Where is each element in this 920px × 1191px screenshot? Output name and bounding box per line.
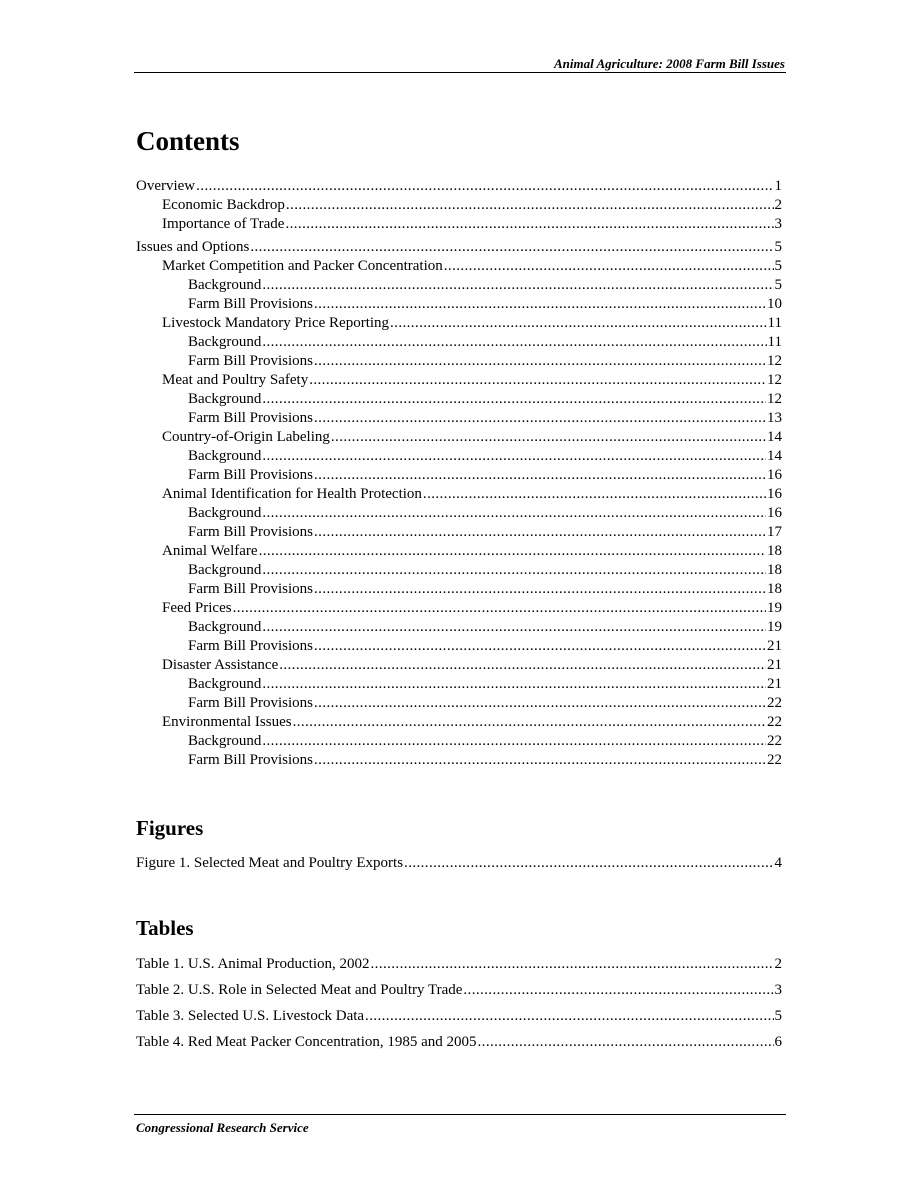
- contents-list: [136, 177, 782, 770]
- toc-entry-page: 22: [767, 695, 782, 711]
- toc-entry-page: 10: [767, 296, 782, 312]
- table-entry[interactable]: [136, 1033, 782, 1052]
- dot-leader: [478, 1033, 774, 1052]
- toc-entry-label: Background: [188, 391, 262, 407]
- toc-entry-label: Table 2. U.S. Role in Selected Meat and Poultry Trade: [136, 982, 463, 998]
- toc-entry[interactable]: [136, 504, 782, 523]
- dot-leader: [286, 196, 774, 215]
- toc-entry-label: Issues and Options: [136, 239, 250, 255]
- toc-entry-page: 2: [774, 197, 782, 213]
- toc-entry[interactable]: [136, 618, 782, 637]
- toc-entry-page: 4: [774, 855, 782, 871]
- toc-entry-page: 6: [774, 1034, 782, 1050]
- toc-entry-page: 21: [767, 676, 782, 692]
- toc-entry[interactable]: [136, 177, 782, 196]
- toc-entry-page: 5: [774, 239, 782, 255]
- dot-leader: [259, 542, 766, 561]
- toc-entry[interactable]: [136, 561, 782, 580]
- toc-entry[interactable]: [136, 542, 782, 561]
- toc-entry-page: 16: [767, 505, 782, 521]
- toc-entry-label: Animal Identification for Health Protection: [162, 486, 422, 502]
- dot-leader: [463, 981, 773, 1000]
- toc-entry-label: Figure 1. Selected Meat and Poultry Exports: [136, 855, 404, 871]
- toc-entry[interactable]: [136, 447, 782, 466]
- toc-entry-label: Environmental Issues: [162, 714, 292, 730]
- toc-entry-label: Feed Prices: [162, 600, 232, 616]
- toc-entry-label: Farm Bill Provisions: [188, 353, 314, 369]
- toc-entry-page: 5: [774, 277, 782, 293]
- toc-entry-label: Importance of Trade: [162, 216, 285, 232]
- toc-entry-label: Background: [188, 733, 262, 749]
- toc-entry[interactable]: [136, 656, 782, 675]
- toc-entry-page: 12: [767, 391, 782, 407]
- toc-entry-label: Background: [188, 334, 262, 350]
- dot-leader: [309, 371, 766, 390]
- toc-entry-page: 21: [767, 638, 782, 654]
- dot-leader: [285, 215, 773, 234]
- toc-entry-label: Table 3. Selected U.S. Livestock Data: [136, 1008, 365, 1024]
- toc-entry-page: 18: [767, 543, 782, 559]
- toc-entry[interactable]: [136, 314, 782, 333]
- toc-entry-page: 14: [767, 429, 782, 445]
- dot-leader: [444, 257, 774, 276]
- toc-entry-label: Overview: [136, 178, 196, 194]
- dot-leader: [314, 295, 766, 314]
- running-header: Animal Agriculture: 2008 Farm Bill Issues: [553, 56, 785, 71]
- figure-entry[interactable]: [136, 854, 782, 873]
- toc-entry-page: 18: [767, 581, 782, 597]
- toc-entry-label: Farm Bill Provisions: [188, 410, 314, 426]
- toc-entry-label: Background: [188, 277, 262, 293]
- toc-entry[interactable]: [136, 694, 782, 713]
- dot-leader: [365, 1007, 773, 1026]
- tables-list: [136, 955, 782, 1059]
- toc-entry[interactable]: [136, 485, 782, 504]
- toc-entry-label: Animal Welfare: [162, 543, 258, 559]
- toc-entry-label: Market Competition and Packer Concentration: [162, 258, 443, 274]
- dot-leader: [262, 561, 766, 580]
- toc-entry-label: Farm Bill Provisions: [188, 752, 314, 768]
- toc-entry-page: 3: [774, 216, 782, 232]
- dot-leader: [390, 314, 767, 333]
- dot-leader: [331, 428, 766, 447]
- toc-entry-label: Farm Bill Provisions: [188, 695, 314, 711]
- toc-entry-label: Background: [188, 619, 262, 635]
- toc-entry-page: 14: [767, 448, 782, 464]
- dot-leader: [314, 523, 766, 542]
- toc-entry-page: 13: [767, 410, 782, 426]
- running-footer: Congressional Research Service: [136, 1120, 309, 1135]
- toc-entry-page: 1: [774, 178, 782, 194]
- dot-leader: [262, 333, 766, 352]
- toc-entry-page: 11: [767, 334, 782, 350]
- toc-entry[interactable]: [136, 409, 782, 428]
- toc-entry[interactable]: [136, 428, 782, 447]
- table-entry[interactable]: [136, 1007, 782, 1026]
- toc-entry[interactable]: [136, 599, 782, 618]
- toc-entry-label: Farm Bill Provisions: [188, 638, 314, 654]
- toc-entry-page: 22: [767, 714, 782, 730]
- toc-entry-label: Meat and Poultry Safety: [162, 372, 309, 388]
- figures-heading: Figures: [136, 816, 204, 840]
- dot-leader: [262, 276, 773, 295]
- tables-heading: Tables: [136, 916, 194, 940]
- header-rule: [134, 72, 786, 73]
- toc-entry-label: Farm Bill Provisions: [188, 467, 314, 483]
- dot-leader: [262, 675, 766, 694]
- toc-entry[interactable]: [136, 215, 782, 234]
- dot-leader: [314, 751, 766, 770]
- footer-rule: [134, 1114, 786, 1115]
- dot-leader: [314, 580, 766, 599]
- toc-entry-page: 11: [767, 315, 782, 331]
- dot-leader: [233, 599, 766, 618]
- dot-leader: [262, 504, 766, 523]
- dot-leader: [404, 854, 773, 873]
- dot-leader: [262, 447, 766, 466]
- toc-entry[interactable]: [136, 196, 782, 215]
- toc-entry-label: Background: [188, 676, 262, 692]
- dot-leader: [314, 466, 766, 485]
- toc-entry[interactable]: [136, 523, 782, 542]
- toc-entry[interactable]: [136, 276, 782, 295]
- toc-entry-label: Farm Bill Provisions: [188, 581, 314, 597]
- toc-entry-label: Country-of-Origin Labeling: [162, 429, 330, 445]
- dot-leader: [371, 955, 774, 974]
- toc-entry[interactable]: [136, 257, 782, 276]
- toc-entry[interactable]: [136, 295, 782, 314]
- dot-leader: [314, 637, 766, 656]
- dot-leader: [262, 618, 766, 637]
- toc-entry-page: 5: [774, 258, 782, 274]
- toc-entry[interactable]: [136, 352, 782, 371]
- toc-entry[interactable]: [136, 466, 782, 485]
- toc-entry-label: Background: [188, 505, 262, 521]
- toc-entry[interactable]: [136, 371, 782, 390]
- table-entry[interactable]: [136, 955, 782, 974]
- toc-entry[interactable]: [136, 637, 782, 656]
- toc-entry-page: 21: [767, 657, 782, 673]
- toc-entry-page: 12: [767, 353, 782, 369]
- toc-entry-page: 17: [767, 524, 782, 540]
- dot-leader: [314, 409, 766, 428]
- toc-entry-label: Livestock Mandatory Price Reporting: [162, 315, 390, 331]
- dot-leader: [262, 732, 766, 751]
- dot-leader: [279, 656, 766, 675]
- dot-leader: [293, 713, 766, 732]
- dot-leader: [314, 352, 766, 371]
- toc-entry[interactable]: [136, 390, 782, 409]
- toc-entry-label: Background: [188, 448, 262, 464]
- toc-entry-label: Farm Bill Provisions: [188, 296, 314, 312]
- toc-entry-label: Farm Bill Provisions: [188, 524, 314, 540]
- toc-entry-label: Table 4. Red Meat Packer Concentration, 1985 and 2005: [136, 1034, 477, 1050]
- toc-entry-label: Economic Backdrop: [162, 197, 285, 213]
- dot-leader: [423, 485, 766, 504]
- toc-entry-page: 19: [767, 600, 782, 616]
- toc-entry[interactable]: [136, 732, 782, 751]
- toc-entry-page: 18: [767, 562, 782, 578]
- toc-entry[interactable]: [136, 238, 782, 257]
- dot-leader: [250, 238, 773, 257]
- toc-entry-page: 22: [767, 752, 782, 768]
- toc-entry-page: 22: [767, 733, 782, 749]
- dot-leader: [314, 694, 766, 713]
- table-entry[interactable]: [136, 981, 782, 1000]
- toc-entry-page: 2: [774, 956, 782, 972]
- dot-leader: [262, 390, 766, 409]
- toc-entry-page: 5: [774, 1008, 782, 1024]
- toc-entry-page: 16: [767, 467, 782, 483]
- contents-heading: Contents: [136, 126, 240, 156]
- toc-entry[interactable]: [136, 751, 782, 770]
- toc-entry-label: Disaster Assistance: [162, 657, 279, 673]
- toc-entry-page: 16: [767, 486, 782, 502]
- toc-entry[interactable]: [136, 580, 782, 599]
- toc-entry-label: Background: [188, 562, 262, 578]
- dot-leader: [196, 177, 773, 196]
- toc-entry[interactable]: [136, 713, 782, 732]
- toc-entry-page: 19: [767, 619, 782, 635]
- toc-entry[interactable]: [136, 333, 782, 352]
- toc-entry-page: 3: [774, 982, 782, 998]
- toc-entry-page: 12: [767, 372, 782, 388]
- toc-entry-label: Table 1. U.S. Animal Production, 2002: [136, 956, 370, 972]
- figures-list: [136, 854, 782, 873]
- toc-entry[interactable]: [136, 675, 782, 694]
